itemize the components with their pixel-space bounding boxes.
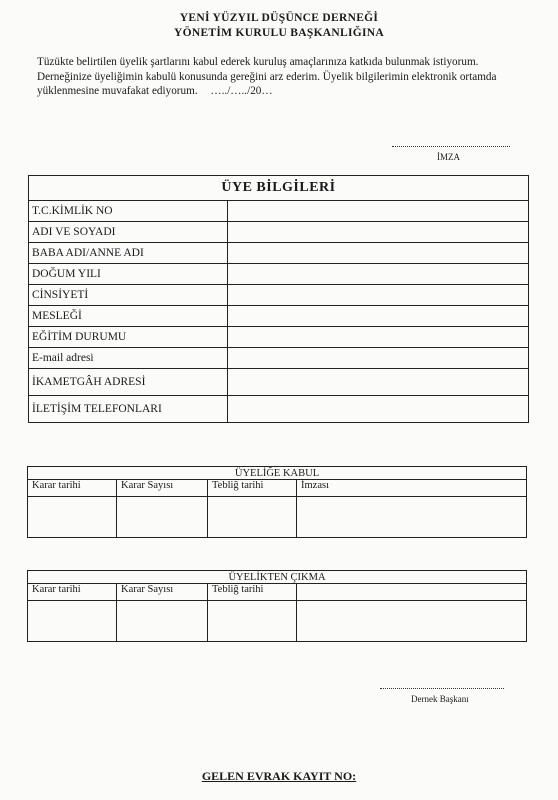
field-label: CİNSİYETİ (29, 285, 228, 306)
intro-text: Tüzükte belirtilen üyelik şartlarını kabul ederek kuruluş amaçlarınıza katkıda bulunmak istiyorum. Derneğinize üyeliğimin kabulü konusunda gereğini arz ederim. Üyelik bilgilerimin elektronik ortamda yüklenmesine muvafakat ediyorum. (37, 56, 497, 97)
column-header: İmzası (297, 480, 527, 497)
president-label: Dernek Başkanı (411, 694, 469, 704)
acceptance-table (27, 466, 527, 538)
table-cell[interactable] (297, 601, 527, 642)
field-label: ADI VE SOYADI (29, 222, 228, 243)
field-value[interactable] (228, 396, 529, 423)
table-cell[interactable] (208, 497, 297, 538)
president-signature-line (380, 688, 504, 689)
field-label: MESLEĞİ (29, 306, 228, 327)
column-header (297, 584, 527, 601)
table-cell[interactable] (208, 601, 297, 642)
column-header: Tebliğ tarihi (208, 480, 297, 497)
field-label: İLETİŞİM TELEFONLARI (29, 396, 228, 423)
field-value[interactable] (228, 369, 529, 396)
field-label: EĞİTİM DURUMU (29, 327, 228, 348)
intro-paragraph (37, 55, 527, 99)
member-info-table (28, 175, 529, 423)
field-value[interactable] (228, 201, 529, 222)
member-info-title: ÜYE BİLGİLERİ (29, 176, 529, 201)
field-label: DOĞUM YILI (29, 264, 228, 285)
header-line-1: YENİ YÜZYIL DÜŞÜNCE DERNEĞİ (179, 12, 379, 24)
column-header: Karar tarihi (28, 584, 117, 601)
leaving-table (27, 570, 527, 642)
incoming-document-label: GELEN EVRAK KAYIT NO: (201, 769, 357, 783)
field-value[interactable] (228, 285, 529, 306)
field-label: BABA ADI/ANNE ADI (29, 243, 228, 264)
leaving-title: ÜYELİKTEN ÇIKMA (28, 571, 527, 584)
column-header: Karar Sayısı (117, 480, 208, 497)
table-cell[interactable] (28, 497, 117, 538)
field-value[interactable] (228, 348, 529, 369)
field-label: E-mail adresi (29, 348, 228, 369)
field-value[interactable] (228, 222, 529, 243)
table-cell[interactable] (117, 497, 208, 538)
signature-line (392, 146, 510, 147)
column-header: Karar Sayısı (117, 584, 208, 601)
column-header: Karar tarihi (28, 480, 117, 497)
field-value[interactable] (228, 306, 529, 327)
acceptance-title: ÜYELİĞE KABUL (28, 467, 527, 480)
header-line-2: YÖNETİM KURULU BAŞKANLIĞINA (173, 27, 384, 39)
field-value[interactable] (228, 327, 529, 348)
field-value[interactable] (228, 264, 529, 285)
field-value[interactable] (228, 243, 529, 264)
signature-label: İMZA (437, 152, 460, 162)
table-cell[interactable] (297, 497, 527, 538)
table-cell[interactable] (117, 601, 208, 642)
date-placeholder: …../…../20… (210, 85, 273, 97)
field-label: T.C.KİMLİK NO (29, 201, 228, 222)
column-header: Tebliğ tarihi (208, 584, 297, 601)
field-label: İKAMETGÂH ADRESİ (29, 369, 228, 396)
table-cell[interactable] (28, 601, 117, 642)
